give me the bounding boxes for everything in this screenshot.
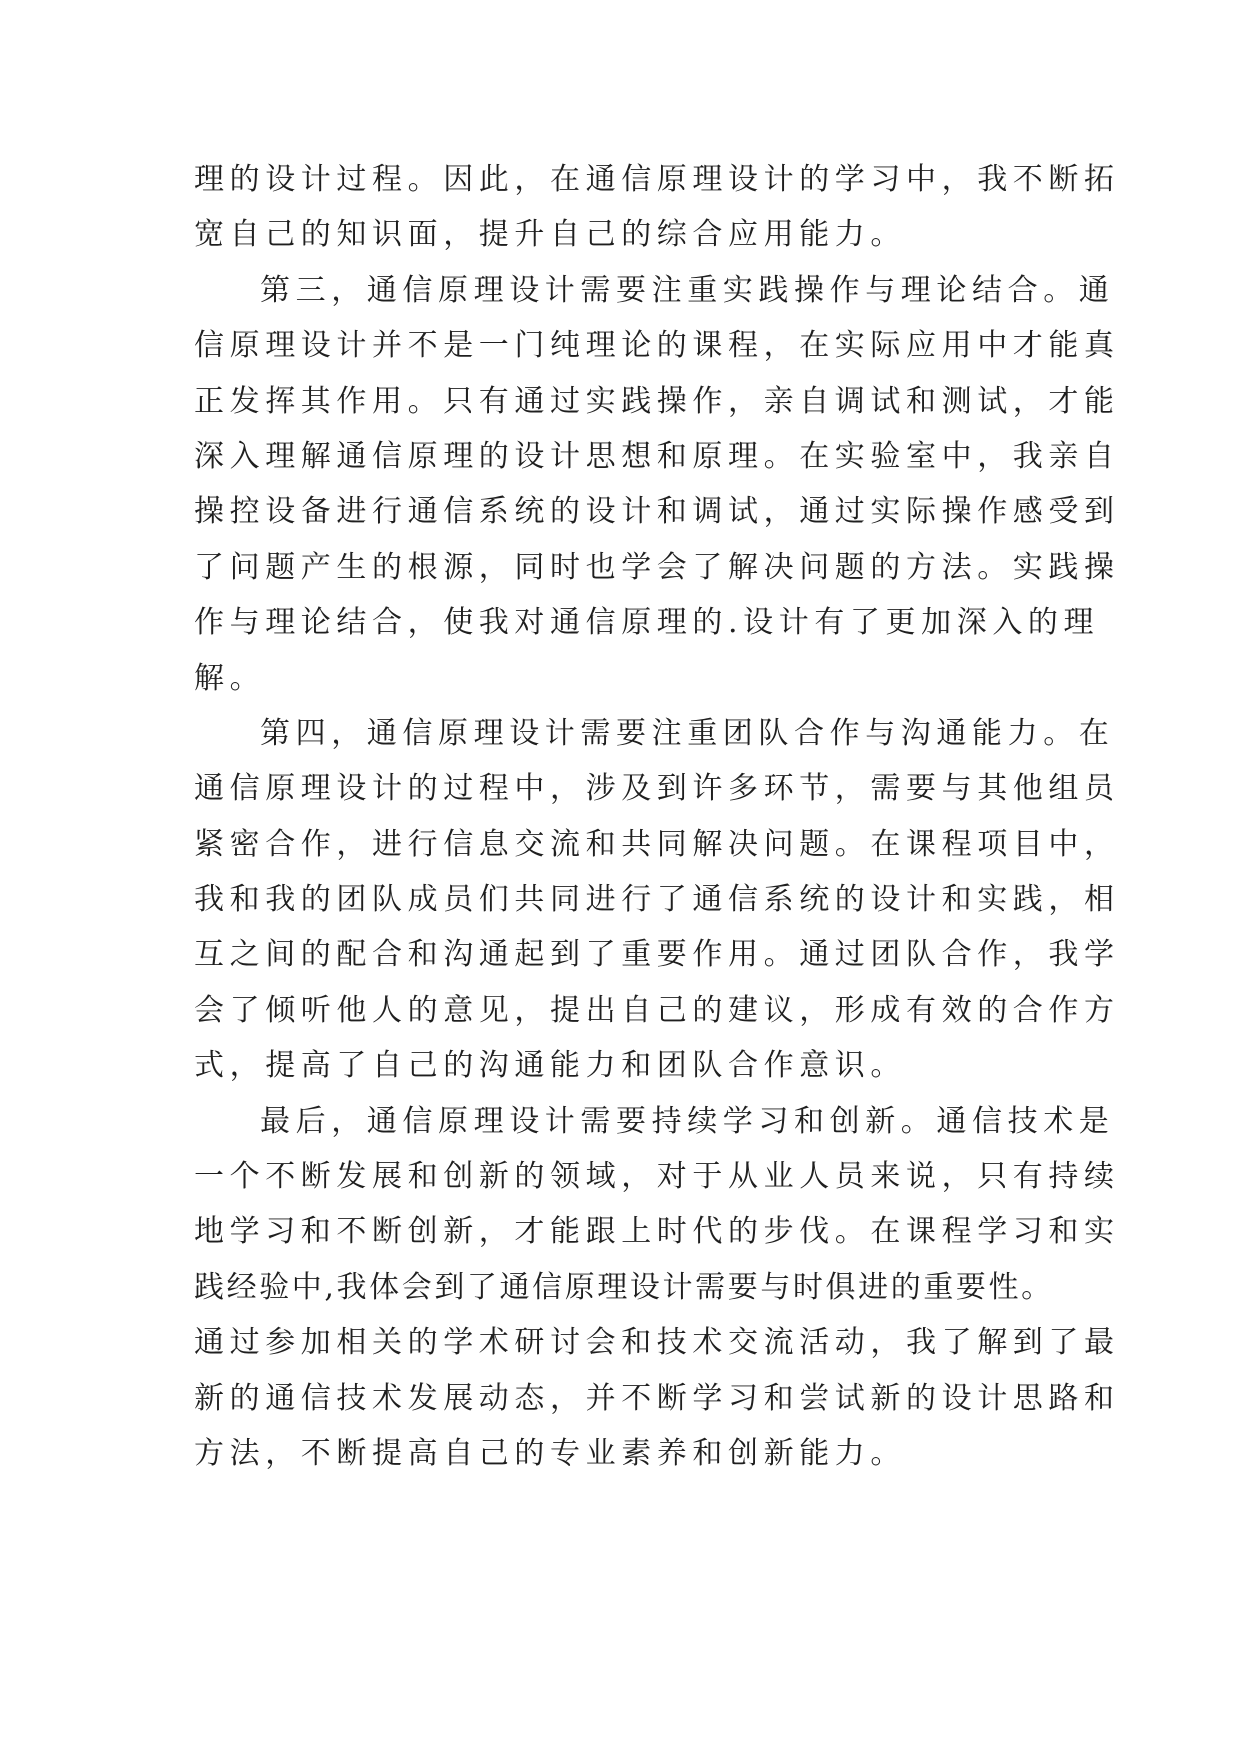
text-line: 解。 <box>194 660 266 696</box>
text-line: 践经验中,我体会到了通信原理设计需要与时俱进的重要性。 <box>194 1269 1054 1305</box>
text-line: 正发挥其作用。只有通过实践操作，亲自调试和测试，才能 <box>194 383 1120 419</box>
text-line: 新的通信技术发展动态，并不断学习和尝试新的设计思路和 <box>194 1380 1120 1416</box>
text-line: 通信原理设计的过程中，涉及到许多环节，需要与其他组员 <box>194 771 1120 807</box>
text-line: 理的设计过程。因此，在通信原理设计的学习中，我不断拓 <box>194 162 1120 197</box>
text-line: 地学习和不断创新，才能跟上时代的步伐。在课程学习和实 <box>194 1214 1120 1250</box>
text-line: 最后，通信原理设计需要持续学习和创新。通信技术是 <box>260 1103 1115 1139</box>
text-line: 式，提高了自己的沟通能力和团队合作意识。 <box>194 1048 906 1084</box>
text-line: 操控设备进行通信系统的设计和调试，通过实际操作感受到 <box>194 494 1120 530</box>
text-line: 我和我的团队成员们共同进行了通信系统的设计和实践，相 <box>194 882 1120 918</box>
text-line: 信原理设计并不是一门纯理论的课程，在实际应用中才能真 <box>194 328 1120 364</box>
text-line: 第四，通信原理设计需要注重团队合作与沟通能力。在 <box>260 715 1115 751</box>
text-line: 深入理解通信原理的设计思想和原理。在实验室中，我亲自 <box>194 438 1120 474</box>
text-line: 互之间的配合和沟通起到了重要作用。通过团队合作，我学 <box>194 937 1120 973</box>
text-line: 宽自己的知识面，提升自己的综合应用能力。 <box>194 217 906 253</box>
text-line: 通过参加相关的学术研讨会和技术交流活动，我了解到了最 <box>194 1325 1120 1361</box>
text-line: 紧密合作，进行信息交流和共同解决问题。在课程项目中， <box>194 826 1120 862</box>
text-line: 会了倾听他人的意见，提出自己的建议，形成有效的合作方 <box>194 992 1120 1028</box>
text-line: 一个不断发展和创新的领域，对于从业人员来说，只有持续 <box>194 1159 1120 1195</box>
text-line: 方法，不断提高自己的专业素养和创新能力。 <box>194 1435 906 1471</box>
document-body <box>194 152 1120 1481</box>
text-line: 作与理论结合，使我对通信原理的.设计有了更加深入的理 <box>194 605 1100 641</box>
text-line: 第三，通信原理设计需要注重实践操作与理论结合。通 <box>260 272 1115 308</box>
text-line: 了问题产生的根源，同时也学会了解决问题的方法。实践操 <box>194 549 1120 585</box>
